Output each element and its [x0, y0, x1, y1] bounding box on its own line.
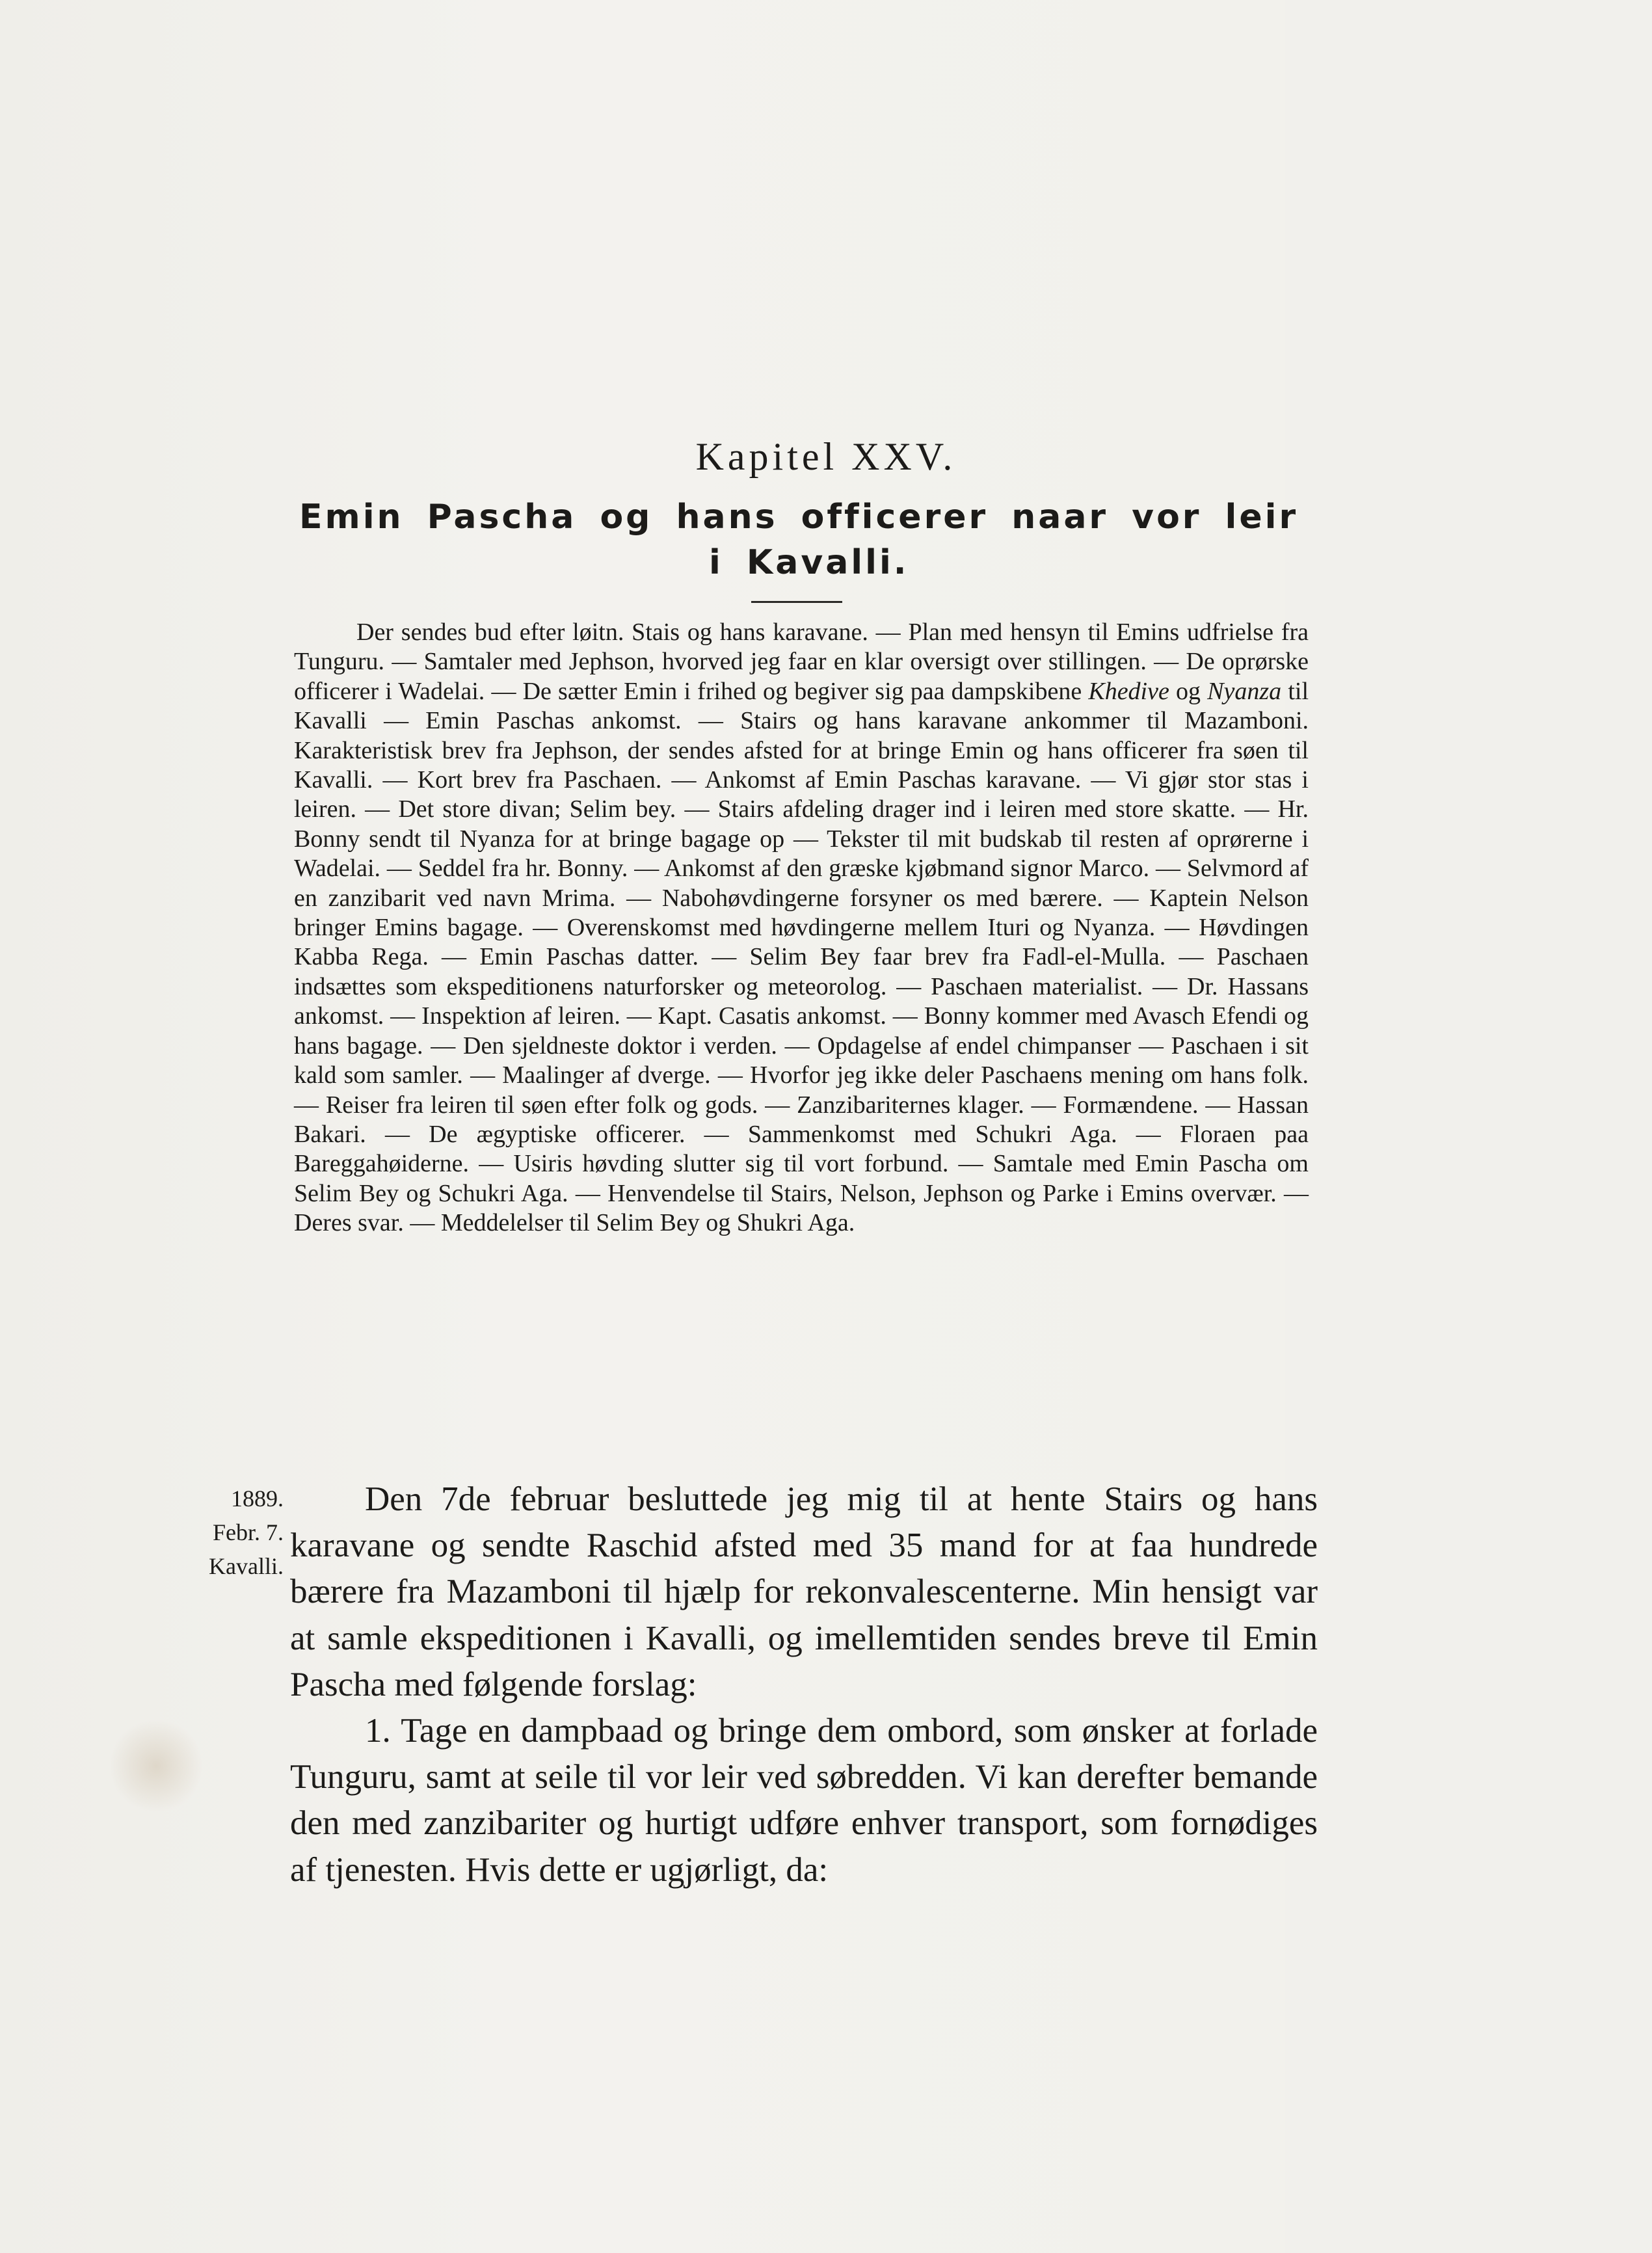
chapter-number: Kapitel XXV.	[695, 435, 957, 478]
chapter-title	[299, 494, 1353, 585]
margin-note	[156, 1482, 284, 1583]
margin-place: Kavalli.	[209, 1553, 284, 1579]
body-paragraph-1: Den 7de februar besluttede jeg mig til at hente Stairs og hans karavane og sendte Raschid afsted med 35 mand for at faa hundrede bærere fra Mazamboni til hjælp for rekonvalescenterne. Min hensigt var at samle ekspeditionen i Kavalli, og imellemtiden sendes breve til Emin Pascha med følgende forslag:	[290, 1480, 1318, 1703]
title-divider	[751, 601, 842, 603]
paper-stain	[111, 1717, 202, 1815]
margin-date: Febr. 7.	[212, 1519, 284, 1545]
summary-text-part1: Der sendes bud efter løitn. Stais og hans karavane. — Plan med hensyn til Emins udfrielse fra Tunguru. — Samtaler med Jephson, hvorved jeg faar en klar oversigt over stillingen. — De oprørske officerer i Wadelai. — De sætter Emin i frihed og begiver sig paa dampskibene	[294, 619, 1309, 705]
ship-name-nyanza: Nyanza	[1207, 677, 1282, 705]
body-text	[290, 1476, 1318, 1893]
margin-year: 1889.	[231, 1486, 284, 1512]
chapter-title-line1: Emin Pascha og hans officerer naar vor leir	[299, 498, 1299, 537]
summary-conjunction: og	[1176, 677, 1201, 705]
summary-paragraph	[294, 618, 1309, 1238]
body-paragraph-2: 1. Tage en dampbaad og bringe dem ombord, som ønsker at forlade Tunguru, samt at seile til vor leir ved søbredden. Vi kan derefter bemande den med zanzibariter og hurtigt udføre enhver transport, som fornødiges af tjenesten. Hvis dette er ugjørligt, da:	[290, 1712, 1318, 1889]
chapter-summary	[294, 618, 1309, 1238]
summary-text-part2: til Kavalli — Emin Paschas ankomst. — Stairs og hans karavane ankommer til Mazamboni. Karakteristisk brev fra Jephson, der sendes afsted for at bringe Emin og hans officerer fra søen til Kavalli. — Kort brev fra Paschaen. — Ankomst af Emin Paschas karavane. — Vi gjør stor stas i leiren. — Det store divan; Selim bey. — Stairs afdeling drager ind i leiren med store skatte. — Hr. Bonny sendt til Nyanza for at bringe bagage op — Tekster til mit budskab til resten af oprørerne i Wadelai. — Seddel fra hr. Bonny. — Ankomst af den græske kjøbmand signor Marco. — Selvmord af en zanzibarit ved navn Mrima. — Nabohøvdingerne forsyner os med bærere. — Kaptein Nelson bringer Emins bagage. — Overenskomst med høvdingerne mellem Ituri og Nyanza. — Høvdingen Kabba Rega. — Emin Paschas datter. — Selim Bey faar brev fra Fadl-el-Mulla. — Paschaen indsættes som ekspeditionens naturforsker og meteorolog. — Paschaen materialist. — Dr. Hassans ankomst. — Inspektion af leiren. — Kapt. Casatis ankomst. — Bonny kommer med Avasch Efendi og hans bagage. — Den sjeldneste doktor i verden. — Opdagelse af endel chimpanser — Paschaen i sit kald som samler. — Maalinger af dverge. — Hvorfor jeg ikke deler Paschaens mening om hans folk. — Reiser fra leiren til søen efter folk og gods. — Zanzibariternes klager. — Formændene. — Hassan Bakari. — De ægyptiske officerer. — Sammenkomst med Schukri Aga. — Floraen paa Bareggahøiderne. — Usiris høvding slutter sig til vort forbund. — Samtale med Emin Pascha om Selim Bey og Schukri Aga. — Henvendelse til Stairs, Nelson, Jephson og Parke i Emins overvær. — Deres svar. — Meddelelser til Selim Bey og Shukri Aga.	[294, 677, 1309, 1237]
chapter-title-line2: i Kavalli.	[709, 543, 909, 582]
ship-name-khedive: Khedive	[1088, 677, 1169, 705]
